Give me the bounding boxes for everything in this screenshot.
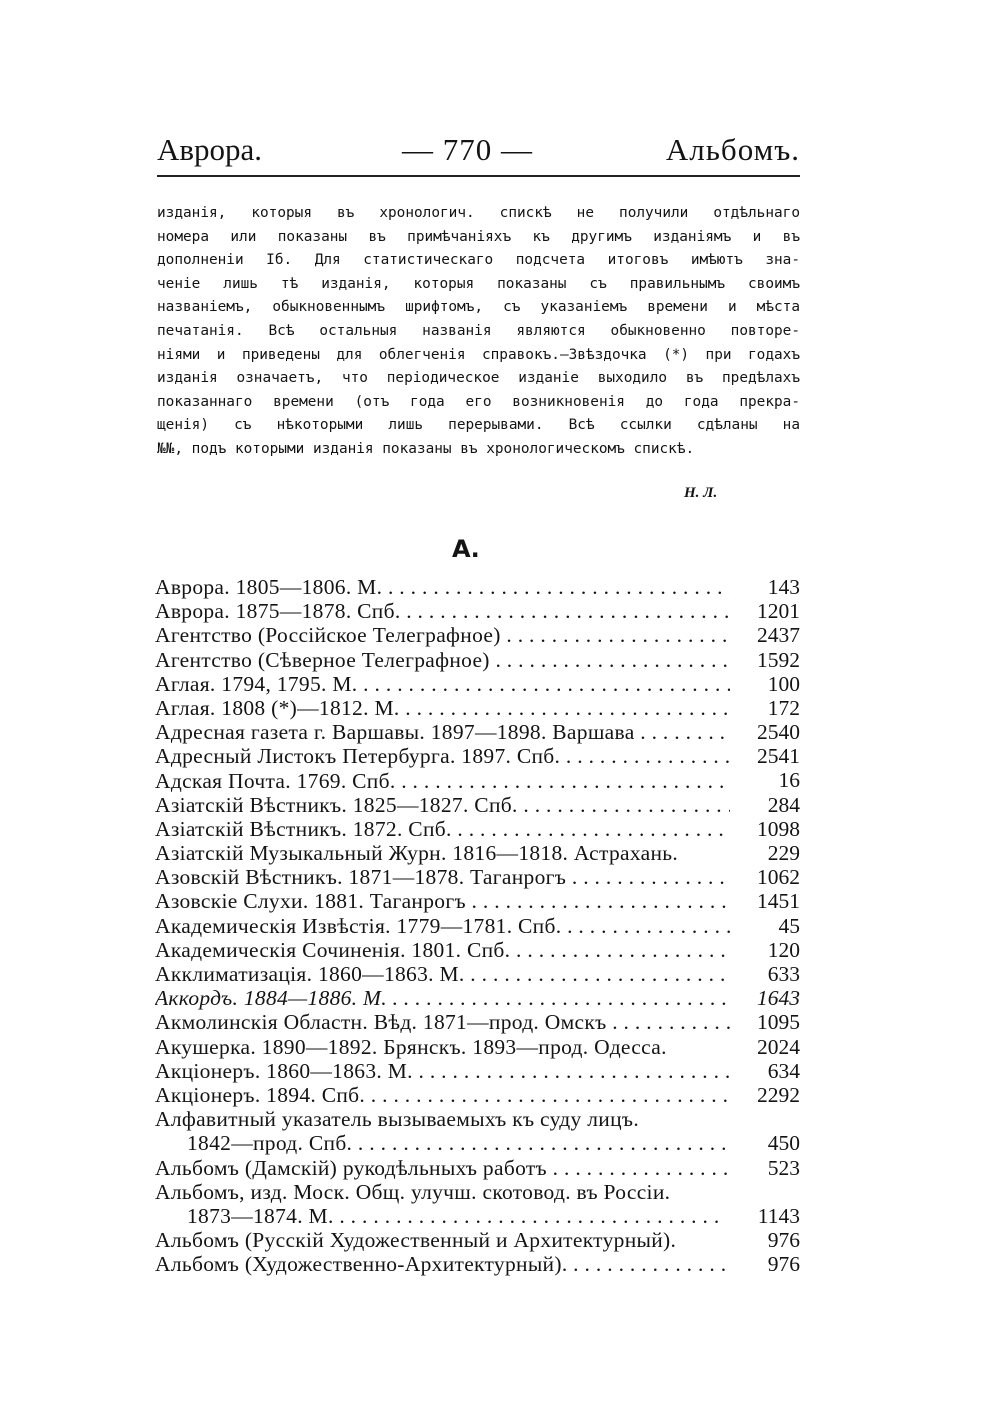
entry-title: Альбомъ (Русскій Художественный и Архитектурный). [155, 1228, 677, 1253]
entry-number: 1062 [757, 865, 800, 890]
entry-title: Алфавитный указатель вызываемыхъ къ суду лицъ. [155, 1107, 640, 1132]
index-entry [155, 793, 800, 817]
entry-title: Альбомъ (Художественно-Архитектурный). . . . [155, 1252, 730, 1276]
entry-title: Аглая. 1794, 1795. М. . . . [155, 672, 730, 696]
entry-title: Азіатскій Музыкальный Журн. 1816—1818. Астрахань. [155, 841, 679, 866]
entry-number: 2292 [757, 1082, 800, 1107]
entry-title: Агентство (Сѣверное Телеграфное) . . . [155, 648, 730, 672]
entry-title-continuation: 1873—1874. М. . . . [187, 1204, 730, 1228]
index-entry [155, 648, 800, 672]
index-entry [155, 914, 800, 938]
entry-title: Агентство (Россійское Телеграфное) . . . [155, 623, 730, 647]
index-entry [155, 720, 800, 744]
entry-title: Аккордъ. 1884—1886. М. . . . [155, 986, 730, 1010]
index-entry [155, 841, 800, 865]
entry-number: 172 [767, 695, 800, 720]
index-entry [155, 986, 800, 1010]
index-entry [155, 769, 800, 793]
index-entry [155, 938, 800, 962]
entry-number: 450 [767, 1131, 800, 1156]
entry-number: 1095 [757, 1010, 800, 1035]
entry-number: 976 [767, 1252, 800, 1277]
entry-number: 2541 [757, 744, 800, 769]
entry-title: Аврора. 1875—1878. Спб. . . . [155, 599, 730, 623]
entry-title: Акклиматизація. 1860—1863. М. . . . [155, 962, 730, 986]
index-entry [155, 889, 800, 913]
entry-number: 1592 [757, 647, 800, 672]
entry-number: 284 [767, 792, 800, 817]
running-header [157, 132, 800, 172]
entry-number: 1643 [757, 986, 800, 1011]
intro-line: изданія означаетъ, что періодическое изданіе выходило въ предѣлахъ [157, 370, 800, 387]
index-entry [155, 1252, 800, 1276]
entry-title: Альбомъ, изд. Моск. Общ. улучш. скотовод. въ Россіи. [155, 1179, 671, 1204]
entry-title: Альбомъ (Дамскій) рукодѣльныхъ работъ . . . [155, 1156, 730, 1180]
intro-line: ченіе лишь тѣ изданія, которыя показаны съ правильнымъ своимъ [157, 275, 800, 292]
intro-line: номера или показаны въ примѣчаніяхъ къ другимъ изданіямъ и въ [157, 228, 800, 245]
index-entry [155, 1156, 800, 1180]
intro-line: печатанія. Всѣ остальныя названія являются обыкновенно повторе- [157, 322, 800, 339]
entry-title: Адская Почта. 1769. Спб. . . . [155, 769, 730, 793]
section-letter: А. [452, 535, 480, 563]
index-entry [155, 1228, 800, 1252]
entry-title: Азіатскій Вѣстникъ. 1872. Спб. . . . [155, 817, 730, 841]
index-entry [155, 1059, 800, 1083]
intro-paragraph [157, 202, 800, 462]
intro-line: ніями и приведены для облегченія справокъ.—Звѣздочка (*) при годахъ [157, 346, 800, 363]
entry-number: 633 [767, 961, 800, 986]
entry-number: 2437 [757, 623, 800, 648]
page-number: — 770 — [402, 132, 533, 167]
intro-line: №№, подъ которыми изданія показаны въ хронологическомъ спискѣ. [157, 440, 695, 457]
entry-number: 1201 [757, 599, 800, 624]
index-entry [155, 599, 800, 623]
index-entry [155, 744, 800, 768]
entry-title: Адресная газета г. Варшавы. 1897—1898. Варшава . . . [155, 720, 730, 744]
index-entry [155, 1107, 800, 1155]
index-entry [155, 1083, 800, 1107]
header-rule [157, 175, 800, 177]
entry-number: 523 [767, 1155, 800, 1180]
author-signature: Н. Л. [684, 485, 718, 501]
entry-number: 634 [767, 1058, 800, 1083]
entry-number: 976 [767, 1228, 800, 1253]
index-entry [155, 696, 800, 720]
index-entry [155, 1010, 800, 1034]
index-entry [155, 575, 800, 599]
entry-number: 143 [767, 574, 800, 599]
entry-title: Аврора. 1805—1806. М. . . . [155, 575, 730, 599]
intro-line: щенія) съ нѣкоторыми лишь перерывами. Всѣ ссылки сдѣланы на [157, 417, 800, 434]
entry-title: Акціонеръ. 1894. Спб. . . . [155, 1083, 730, 1107]
index-entry [155, 962, 800, 986]
header-last-entry: Альбомъ. [665, 132, 800, 167]
entry-number: 45 [778, 913, 800, 938]
index-entry [155, 817, 800, 841]
entry-title: Адресный Листокъ Петербурга. 1897. Спб. . . . [155, 744, 730, 768]
intro-line: дополненіи Іб. Для статистическаго подсчета итоговъ имѣютъ зна- [157, 252, 800, 269]
entry-title: Азовскій Вѣстникъ. 1871—1878. Таганрогъ . . . [155, 865, 730, 889]
intro-line: показаннаго времени (отъ года его возникновенія до года прекра- [157, 393, 800, 410]
entry-title: Азіатскій Вѣстникъ. 1825—1827. Спб. . . . [155, 793, 730, 817]
entry-title: Акмолинскія Областн. Вѣд. 1871—прод. Омскъ . . . [155, 1010, 730, 1034]
entry-number: 16 [778, 768, 800, 793]
index-entry [155, 623, 800, 647]
entry-number: 100 [767, 671, 800, 696]
entry-number: 1143 [757, 1203, 800, 1228]
entry-title-continuation: 1842—прод. Спб. . . . [187, 1131, 730, 1155]
index-entry [155, 1180, 800, 1228]
entry-number: 229 [767, 841, 800, 866]
intro-line: изданія, которыя въ хронологич. спискѣ не получили отдѣльнаго [157, 205, 800, 221]
header-first-entry: Аврора. [157, 132, 263, 167]
entry-number: 120 [767, 937, 800, 962]
index-entry [155, 1035, 800, 1059]
entry-title: Акціонеръ. 1860—1863. М. . . . [155, 1059, 730, 1083]
entry-number: 1451 [757, 889, 800, 914]
entry-title: Азовскіе Слухи. 1881. Таганрогъ . . . [155, 889, 730, 913]
index-entry [155, 672, 800, 696]
entry-number: 2024 [757, 1034, 800, 1059]
entry-number: 1098 [757, 816, 800, 841]
entry-title: Акушерка. 1890—1892. Брянскъ. 1893—прод. Одесса. [155, 1034, 667, 1059]
entry-title: Аглая. 1808 (*)—1812. М. . . . [155, 696, 730, 720]
intro-line: названіемъ, обыкновеннымъ шрифтомъ, съ указаніемъ времени и мѣста [157, 299, 800, 316]
entry-title: Академическія Сочиненія. 1801. Спб. . . . [155, 938, 730, 962]
entry-number: 2540 [757, 720, 800, 745]
index-entries [155, 575, 800, 1276]
index-entry [155, 865, 800, 889]
entry-title: Академическія Извѣстія. 1779—1781. Спб. . . . [155, 914, 730, 938]
